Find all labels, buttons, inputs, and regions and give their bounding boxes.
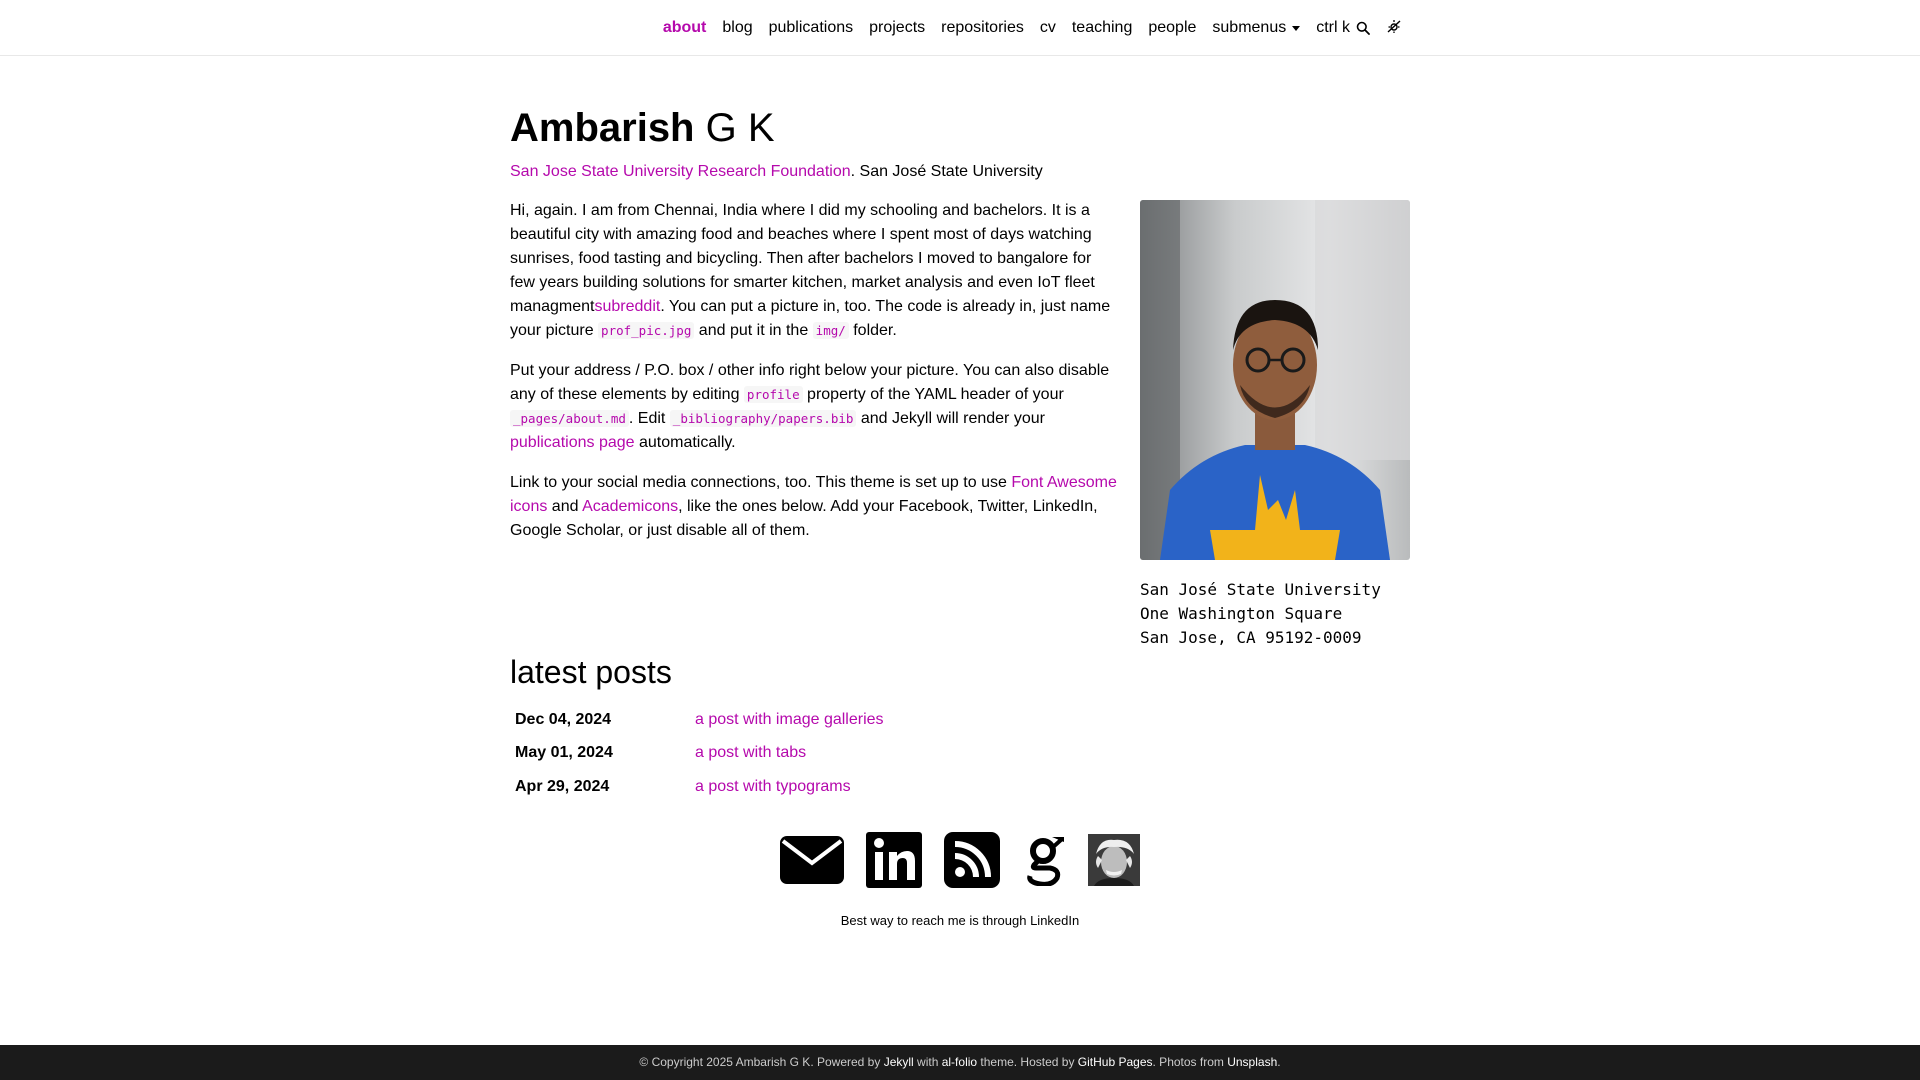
search-icon [1356, 21, 1370, 35]
nav-blog[interactable]: blog [722, 19, 753, 36]
bio-paragraph-2 [510, 359, 1120, 455]
academicons-link[interactable]: Academicons [582, 498, 679, 515]
affiliation-university: San José State University [859, 163, 1043, 180]
footer-text: © Copyright 2025 Ambarish G K. Powered by [639, 1055, 884, 1069]
rss-icon[interactable] [944, 832, 1000, 888]
google-scholar-icon[interactable] [1022, 834, 1066, 886]
theme-toggle-icon [1386, 18, 1402, 39]
email-icon[interactable] [780, 836, 844, 884]
table-row [510, 703, 1030, 737]
code-img-folder: img/ [813, 322, 849, 339]
nav-people[interactable]: people [1148, 19, 1197, 36]
latest-posts-heading: latest posts [510, 654, 672, 690]
theme-toggle-button[interactable] [1378, 18, 1410, 39]
al-folio-link[interactable]: al-folio [941, 1055, 978, 1069]
nav-teaching[interactable]: teaching [1071, 19, 1133, 36]
nav-cv[interactable]: cv [1039, 19, 1056, 36]
footer-text: . Photos from [1152, 1055, 1228, 1069]
search-shortcut-label: ctrl k [1316, 19, 1350, 36]
publications-page-link[interactable]: publications page [510, 434, 635, 451]
post-date: May 01, 2024 [515, 744, 613, 762]
affiliation-separator: . [850, 163, 860, 180]
bio-text-segment: and [547, 498, 583, 515]
table-row [510, 770, 1030, 804]
subreddit-link[interactable]: subreddit [594, 298, 661, 315]
bio-text-segment: and put it in the [694, 322, 813, 339]
bio-text-segment: Hi, again. I am from Chennai, India where I did my schooling and bachelors. It is a beautiful city with amazing food and beaches where I spent most of days watching sunrises, food tasting and bicycling. Then after bachelors I moved to bangalore for few years building solutions for smarter kitchen, market analysis and even IoT fleet managment [510, 202, 1095, 315]
einstein-avatar-icon[interactable] [1088, 834, 1140, 886]
contact-note: Best way to reach me is through LinkedIn [840, 913, 1080, 928]
affiliation [510, 162, 1043, 182]
address-line-1: San José State University [1140, 580, 1381, 599]
code-papers-bib: _bibliography/papers.bib [670, 410, 857, 427]
nav-about[interactable]: about [662, 19, 707, 36]
first-name: Ambarish [510, 106, 695, 150]
navbar [0, 0, 1920, 56]
bio-text-segment: Put your address / P.O. box / other info right below your picture. You can also disable any of these elements by editing [510, 362, 1110, 403]
caret-down-icon [1292, 26, 1300, 31]
profile-sidebar [1140, 200, 1410, 650]
font-awesome-link[interactable]: Font Awesome icons [510, 474, 1117, 515]
address [1140, 578, 1410, 650]
last-name: G K [705, 106, 775, 150]
search-button[interactable] [1308, 19, 1378, 37]
code-profile: profile [744, 386, 803, 403]
nav-publications[interactable]: publications [768, 19, 854, 36]
bio-paragraph-1 [510, 199, 1120, 343]
bio-text [510, 199, 1120, 559]
footer-text: with [913, 1055, 942, 1069]
linkedin-icon[interactable] [866, 832, 922, 888]
footer [0, 1045, 1920, 1080]
bio-text-segment: and Jekyll will render your [856, 410, 1045, 427]
bio-text-segment: automatically. [634, 434, 736, 451]
post-link[interactable]: a post with tabs [695, 744, 807, 762]
bio-text-segment: folder. [848, 322, 897, 339]
post-date: Dec 04, 2024 [515, 710, 612, 728]
page-title [510, 104, 775, 152]
table-row [510, 737, 1030, 771]
bio-text-segment: Link to your social media connections, too. This theme is set up to use [510, 474, 1012, 491]
footer-text: . [1277, 1055, 1281, 1069]
post-date: Apr 29, 2024 [515, 777, 610, 795]
github-pages-link[interactable]: GitHub Pages [1077, 1055, 1153, 1069]
nav-projects[interactable]: projects [869, 19, 926, 36]
code-prof-pic: prof_pic.jpg [598, 322, 694, 339]
nav-links [655, 0, 1410, 56]
unsplash-link[interactable]: Unsplash [1227, 1055, 1278, 1069]
social-links [510, 832, 1410, 888]
bio-text-segment: . Edit [628, 410, 670, 427]
affiliation-link[interactable]: San Jose State University Research Foundation [510, 163, 851, 180]
nav-submenus-dropdown[interactable] [1204, 19, 1308, 37]
jekyll-link[interactable]: Jekyll [883, 1055, 914, 1069]
address-line-2: One Washington Square [1140, 604, 1343, 623]
profile-photo [1140, 200, 1410, 560]
bio-text-segment: property of the YAML header of your [802, 386, 1064, 403]
nav-submenus-label: submenus [1212, 19, 1287, 36]
bio-text-segment: , like the ones below. Add your Facebook, Twitter, LinkedIn, Google Scholar, or just disable all of them. [510, 498, 1098, 539]
bio-paragraph-3 [510, 471, 1120, 543]
footer-text: theme. Hosted by [977, 1055, 1078, 1069]
address-line-3: San Jose, CA 95192-0009 [1140, 628, 1362, 647]
post-link[interactable]: a post with image galleries [695, 710, 884, 728]
bio-text-segment: . You can put a picture in, too. The code is already in, just name your picture [510, 298, 1111, 339]
post-link[interactable]: a post with typograms [695, 777, 851, 795]
latest-posts-table [510, 703, 1030, 804]
nav-repositories[interactable]: repositories [941, 19, 1024, 36]
code-about-md: _pages/about.md [510, 410, 629, 427]
